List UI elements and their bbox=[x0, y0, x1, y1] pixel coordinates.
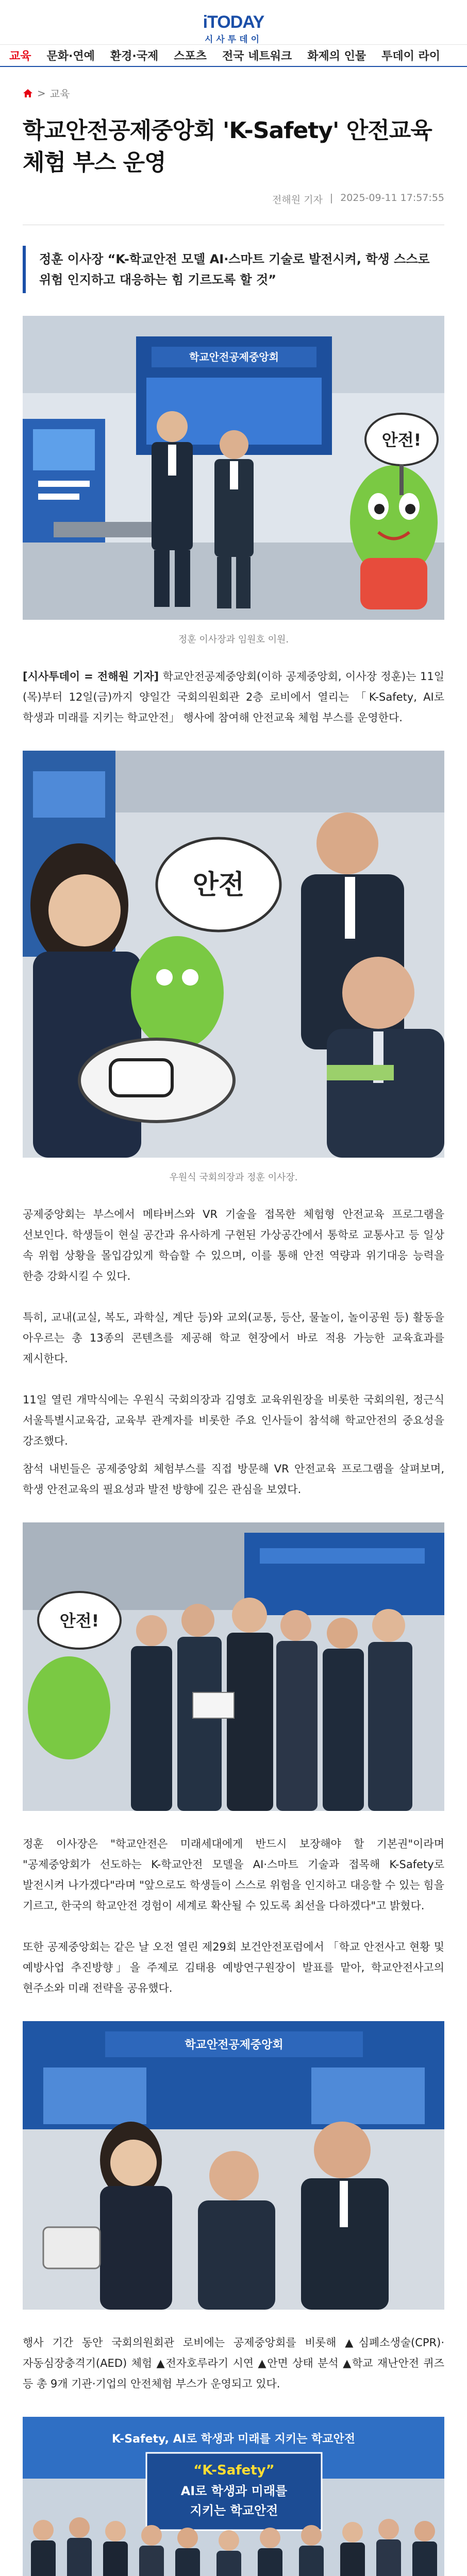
booth-title-text: 학교안전공제중앙회 bbox=[189, 351, 279, 363]
article-paragraph: 특히, 교내(교실, 복도, 과학실, 계단 등)와 교외(교통, 등산, 물놀이, 놀이공원 등) 활동을 아우르는 총 13종의 콘텐츠를 제공해 학교 현장에서 바로 적용 가능한 교육효과를 제시한다. bbox=[23, 1311, 444, 1365]
photo-booth-officials bbox=[23, 316, 444, 620]
site-header bbox=[0, 0, 467, 44]
article-headline: 학교안전공제중앙회 'K-Safety' 안전교육 체험 부스 운영 bbox=[23, 117, 432, 176]
nav-item-people[interactable]: 화제의 인물 bbox=[307, 50, 366, 63]
safety-sign-text: 안전! bbox=[381, 430, 422, 450]
photo-figure-3 bbox=[23, 1522, 444, 1813]
nav-item-environment[interactable]: 환경·국제 bbox=[110, 50, 159, 63]
article-paragraph: 참석 내빈들은 공제중앙회 체험부스를 직접 방문해 VR 안전교육 프로그램을 살펴보며, 학생 안전교육의 필요성과 발전 방향에 깊은 관심을 보였다. bbox=[23, 1463, 444, 1496]
banner-title-text: “K-Safety” bbox=[193, 2463, 275, 2478]
article-paragraph bbox=[23, 666, 444, 728]
site-logo[interactable] bbox=[203, 13, 264, 45]
logo-main-text: iTODAY bbox=[203, 12, 264, 32]
article-paragraph: 공제중앙회는 부스에서 메타버스와 VR 기술을 접목한 체험형 안전교육 프로그램을 선보인다. 학생들이 현실 공간과 유사하게 구현된 가상공간에서 통학로 교통사고 등 일상 속 위험 상황을 몰입감있게 학습할 수 있으며, 이를 통해 안전 역량과 위기대응 능력을 한층 강화시킬 수 있다. bbox=[23, 1208, 444, 1282]
photo-caption-1: 정훈 이사장과 임원호 이원. bbox=[178, 634, 289, 645]
article-summary: 정훈 이사장 “K-학교안전 모델 AI·스마트 기술로 발전시켜, 학생 스스로 위험 인지하고 대응하는 힘 기르도록 할 것” bbox=[23, 246, 444, 293]
photo-figure-2 bbox=[23, 751, 444, 1183]
home-icon[interactable] bbox=[23, 89, 33, 98]
photo-caption-2: 우원식 국회의장과 정훈 이사장. bbox=[169, 1172, 298, 1183]
photo-figure-1 bbox=[23, 316, 444, 646]
article-paragraph: 또한 공제중앙회는 같은 날 오전 열린 제29회 보건안전포럼에서 「학교 안전사고 현황 및 예방사업 추진방향」을 주제로 김태용 예방연구원장이 발표를 맡아, 학교안전사고의 현주소와 미래 전략을 공유했다. bbox=[23, 1941, 444, 1994]
logo-sub-text: 시사투데이 bbox=[204, 35, 263, 45]
author-name: 전해원 기자 bbox=[272, 194, 323, 206]
breadcrumb bbox=[0, 67, 467, 100]
backdrop-text: K-Safety, AI로 학생과 미래를 지키는 학교안전 bbox=[112, 2433, 355, 2446]
banner-line2-text: AI로 학생과 미래를 bbox=[180, 2484, 288, 2498]
article-byline: [시사투데이 = 전해원 기자] bbox=[23, 670, 159, 683]
breadcrumb-category[interactable]: 교육 bbox=[49, 88, 70, 100]
nav-item-sports[interactable]: 스포츠 bbox=[174, 50, 207, 63]
article-paragraph-text: 학교안전공제중앙회(이하 공제중앙회, 이사장 정훈)는 11일(목)부터 12일(금)까지 양일간 국회의원회관 2층 로비에서 열리는 「K-Safety, AI로 학생과 미래를 지키는 학교안전」 행사에 참여해 안전교육 체험 부스를 운영한다. bbox=[23, 670, 444, 724]
publish-date: 2025-09-11 17:57:55 bbox=[340, 192, 444, 204]
article-paragraph: 11일 열린 개막식에는 우원식 국회의장과 김영호 교육위원장을 비롯한 국회의원, 정근식 서울특별시교육감, 교육부 관계자를 비롯한 주요 인사들이 참석해 학교안전의 중요성을 강조했다. bbox=[23, 1394, 444, 1447]
photo-booth-visit bbox=[23, 2021, 444, 2310]
booth-sign-text: 학교안전공제중앙회 bbox=[185, 2039, 283, 2052]
vr-headset bbox=[79, 1039, 234, 1122]
meta-separator: | bbox=[329, 192, 333, 204]
breadcrumb-separator: > bbox=[37, 87, 46, 99]
photo-figure-5 bbox=[23, 2417, 444, 2576]
photo-opening-ceremony bbox=[23, 1522, 444, 1811]
banner-line3-text: 지키는 학교안전 bbox=[190, 2503, 278, 2518]
vr-sign-text: 안전 bbox=[192, 870, 245, 901]
article-paragraph: 정훈 이사장은 "학교안전은 미래세대에게 반드시 보장해야 할 기본권"이라며 "공제중앙회가 선도하는 K-학교안전 모델을 AI·스마트 기술과 접목해 K-Safety로 발전시켜 나가겠다"라며 "앞으로도 학생들이 스스로 위험을 인지하고 대응할 수 있는 힘을 기르고, 한국의 학교안전 경험이 세계로 확산될 수 있도록 최선을 다하겠다"고 밝혔다. bbox=[23, 1838, 444, 1912]
nav-item-education[interactable]: 교육 bbox=[9, 50, 31, 63]
photo-vr-demonstration bbox=[23, 751, 444, 1158]
article-meta bbox=[0, 179, 467, 206]
main-nav bbox=[0, 44, 467, 67]
photo-group-banner bbox=[23, 2417, 444, 2576]
nav-item-culture[interactable]: 문화·연예 bbox=[46, 50, 95, 63]
nav-item-network[interactable]: 전국 네트워크 bbox=[222, 50, 292, 63]
mascot-character bbox=[350, 465, 438, 609]
nav-item-today-life[interactable]: 투데이 라이 bbox=[381, 50, 441, 63]
photo-figure-4 bbox=[23, 2021, 444, 2312]
article-paragraph: 행사 기간 동안 국회의원회관 로비에는 공제중앙회를 비롯해 ▲심폐소생술(CPR)·자동심장충격기(AED) 체험 ▲전자호루라기 시연 ▲안면 상태 분석 ▲학교 재난안전 퀴즈 등 총 9개 기관·기업의 안전체험 부스가 운영되고 있다. bbox=[23, 2336, 444, 2390]
ceremony-sign-text: 안전! bbox=[59, 1611, 99, 1631]
